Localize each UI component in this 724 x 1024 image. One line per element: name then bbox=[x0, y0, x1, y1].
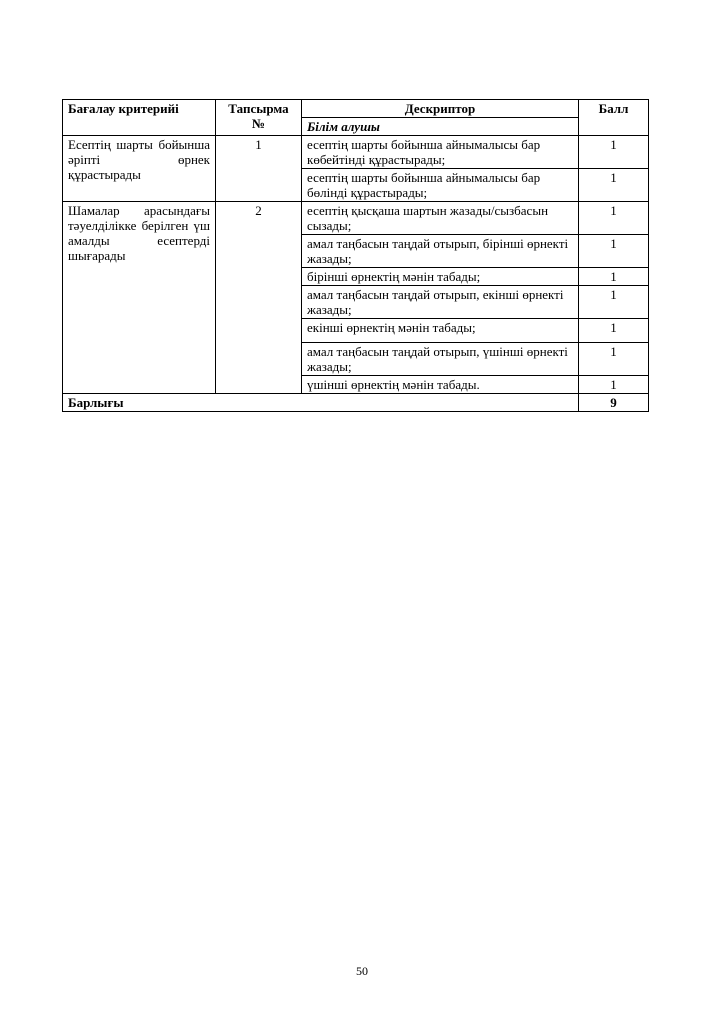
criterion-cell: Шамалар арасындағы тәуелділікке берілген үш амалды есептерді шығарады bbox=[63, 202, 216, 394]
assessment-table bbox=[62, 99, 649, 412]
descriptor-cell: бірінші өрнектің мәнін табады; bbox=[302, 268, 579, 286]
score-header: Балл bbox=[579, 100, 649, 136]
header-row bbox=[63, 100, 649, 118]
task-number-cell: 2 bbox=[216, 202, 302, 394]
total-score: 9 bbox=[579, 394, 649, 412]
page-number: 50 bbox=[356, 964, 368, 978]
score-cell: 1 bbox=[579, 343, 649, 376]
descriptor-cell: амал таңбасын таңдай отырып, бірінші өрнекті жазады; bbox=[302, 235, 579, 268]
descriptor-cell: есептің қысқаша шартын жазады/сызбасын сызады; bbox=[302, 202, 579, 235]
descriptor-cell: амал таңбасын таңдай отырып, екінші өрнекті жазады; bbox=[302, 286, 579, 319]
task-number-cell: 1 bbox=[216, 136, 302, 202]
table-row bbox=[63, 136, 649, 169]
total-row bbox=[63, 394, 649, 412]
score-cell: 1 bbox=[579, 235, 649, 268]
table-row bbox=[63, 202, 649, 235]
descriptor-cell: есептің шарты бойынша айнымалысы бар бөлінді құрастырады; bbox=[302, 169, 579, 202]
score-cell: 1 bbox=[579, 136, 649, 169]
score-cell: 1 bbox=[579, 202, 649, 235]
descriptor-cell: үшінші өрнектің мәнін табады. bbox=[302, 376, 579, 394]
descriptor-cell: есептің шарты бойынша айнымалысы бар көбейтінді құрастырады; bbox=[302, 136, 579, 169]
score-cell: 1 bbox=[579, 169, 649, 202]
descriptor-cell: екінші өрнектің мәнін табады; bbox=[302, 319, 579, 343]
descriptor-header: Дескриптор bbox=[302, 100, 579, 118]
criterion-header: Бағалау критерийі bbox=[63, 100, 216, 136]
score-cell: 1 bbox=[579, 376, 649, 394]
criterion-cell: Есептің шарты бойынша әріпті өрнек құрастырады bbox=[63, 136, 216, 202]
descriptor-cell: амал таңбасын таңдай отырып, үшінші өрнекті жазады; bbox=[302, 343, 579, 376]
total-label: Барлығы bbox=[63, 394, 579, 412]
score-cell: 1 bbox=[579, 286, 649, 319]
score-cell: 1 bbox=[579, 268, 649, 286]
descriptor-subheader: Білім алушы bbox=[302, 118, 579, 136]
score-cell: 1 bbox=[579, 319, 649, 343]
task-header: Тапсырма № bbox=[216, 100, 302, 136]
